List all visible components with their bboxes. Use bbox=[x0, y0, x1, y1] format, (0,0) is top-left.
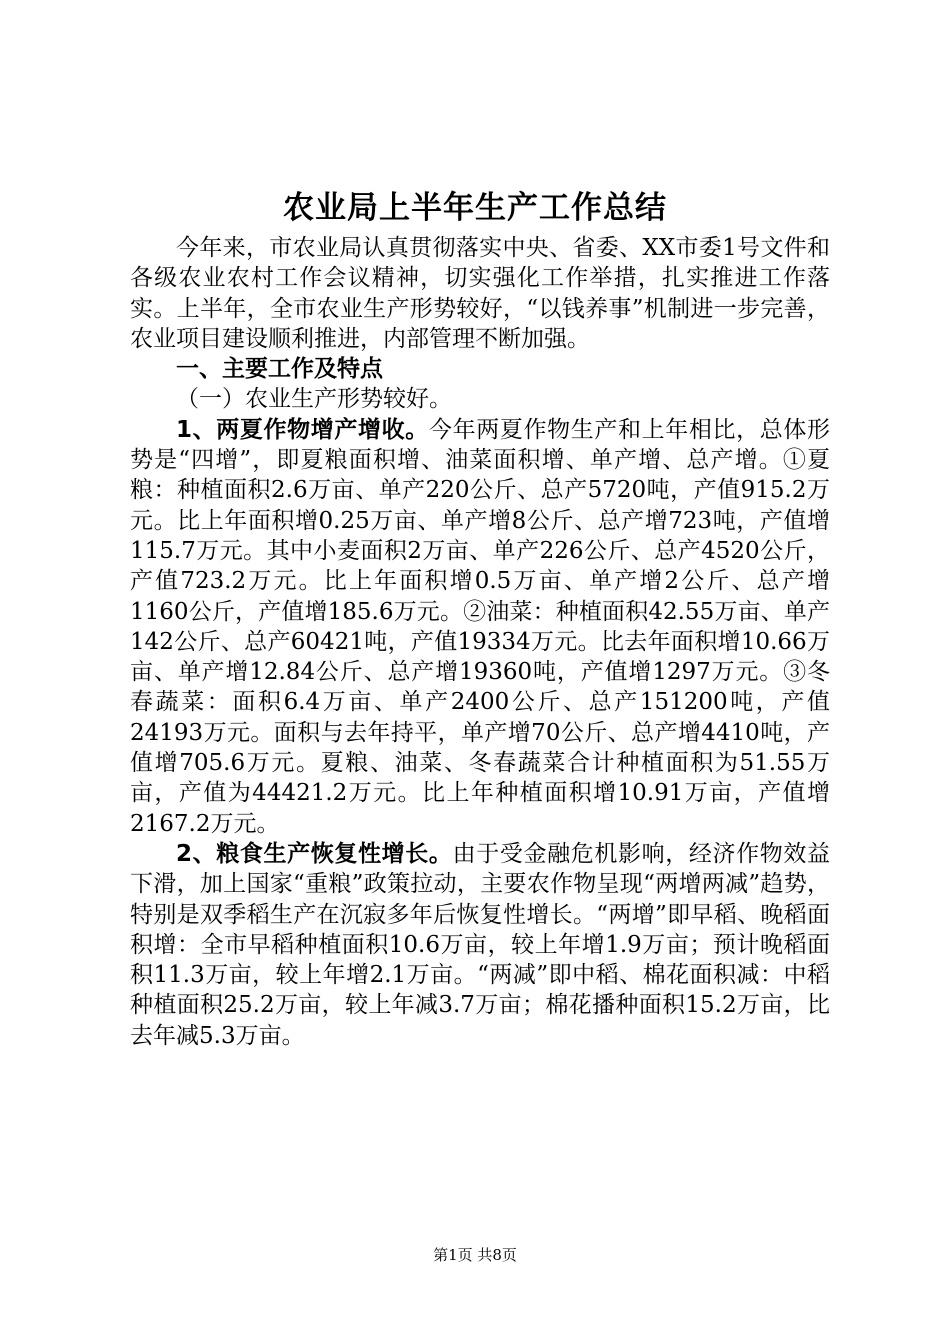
page-footer: 第1页 共8页 bbox=[433, 1246, 517, 1264]
item-2-lead: 2、粮食生产恢复性增长。 bbox=[176, 840, 453, 867]
item-1-lead: 1、两夏作物增产增收。 bbox=[176, 416, 429, 443]
intro-paragraph: 今年来，市农业局认真贯彻落实中央、省委、XX市委1号文件和各级农业农村工作会议精神，切实强化工作举措，扎实推进工作落实。上半年，全市农业生产形势较好，“以钱养事”机制进一步完善，农业项目建设顺利推进，内部管理不断加强。 bbox=[130, 235, 830, 352]
document-title: 农业局上半年生产工作总结 bbox=[283, 190, 667, 226]
item-2-paragraph bbox=[130, 839, 830, 1051]
item-1-paragraph bbox=[130, 415, 830, 839]
subsection-heading: （一）农业生产形势较好。 bbox=[176, 386, 452, 413]
item-2-text: 由于受金融危机影响，经济作物效益下滑，加上国家“重粮”政策拉动，主要农作物呈现“两增两减”趋势，特别是双季稻生产在沉寂多年后恢复性增长。“两增”即早稻、晚稻面积增：全市早稻种植面积10.6万亩，较上年增1.9万亩；预计晚稻面积11.3万亩，较上年增2.1万亩。“两减”即中稻、棉花面积减：中稻种植面积25.2万亩，较上年减3.7万亩；棉花播种面积15.2万亩，比去年减5.3万亩。 bbox=[130, 840, 830, 1049]
item-1-text: 今年两夏作物生产和上年相比，总体形势是“四增”，即夏粮面积增、油菜面积增、单产增、总产增。①夏粮：种植面积2.6万亩、单产220公斤、总产5720吨，产值915.2万元。比上年面积增0.25万亩、单产增8公斤、总产增723吨，产值增115.7万元。其中小麦面积2万亩、单产226公斤、总产4520公斤，产值723.2万元。比上年面积增0.5万亩、单产增2公斤、总产增1160公斤，产值增185.6万元。②油菜：种植面积42.55万亩、单产142公斤、总产60421吨，产值19334万元。比去年面积增10.66万亩、单产增12.84公斤、总产增19360吨，产值增1297万元。③冬春蔬菜：面积6.4万亩、单产2400公斤、总产151200吨，产值24193万元。面积与去年持平，单产增70公斤、总产增4410吨，产值增705.6万元。夏粮、油菜、冬春蔬菜合计种植面积为51.55万亩，产值为44421.2万元。比上年种植面积增10.91万亩，产值增2167.2万元。 bbox=[130, 416, 831, 837]
section-heading: 一、主要工作及特点 bbox=[176, 356, 383, 383]
document-body bbox=[130, 233, 830, 1051]
